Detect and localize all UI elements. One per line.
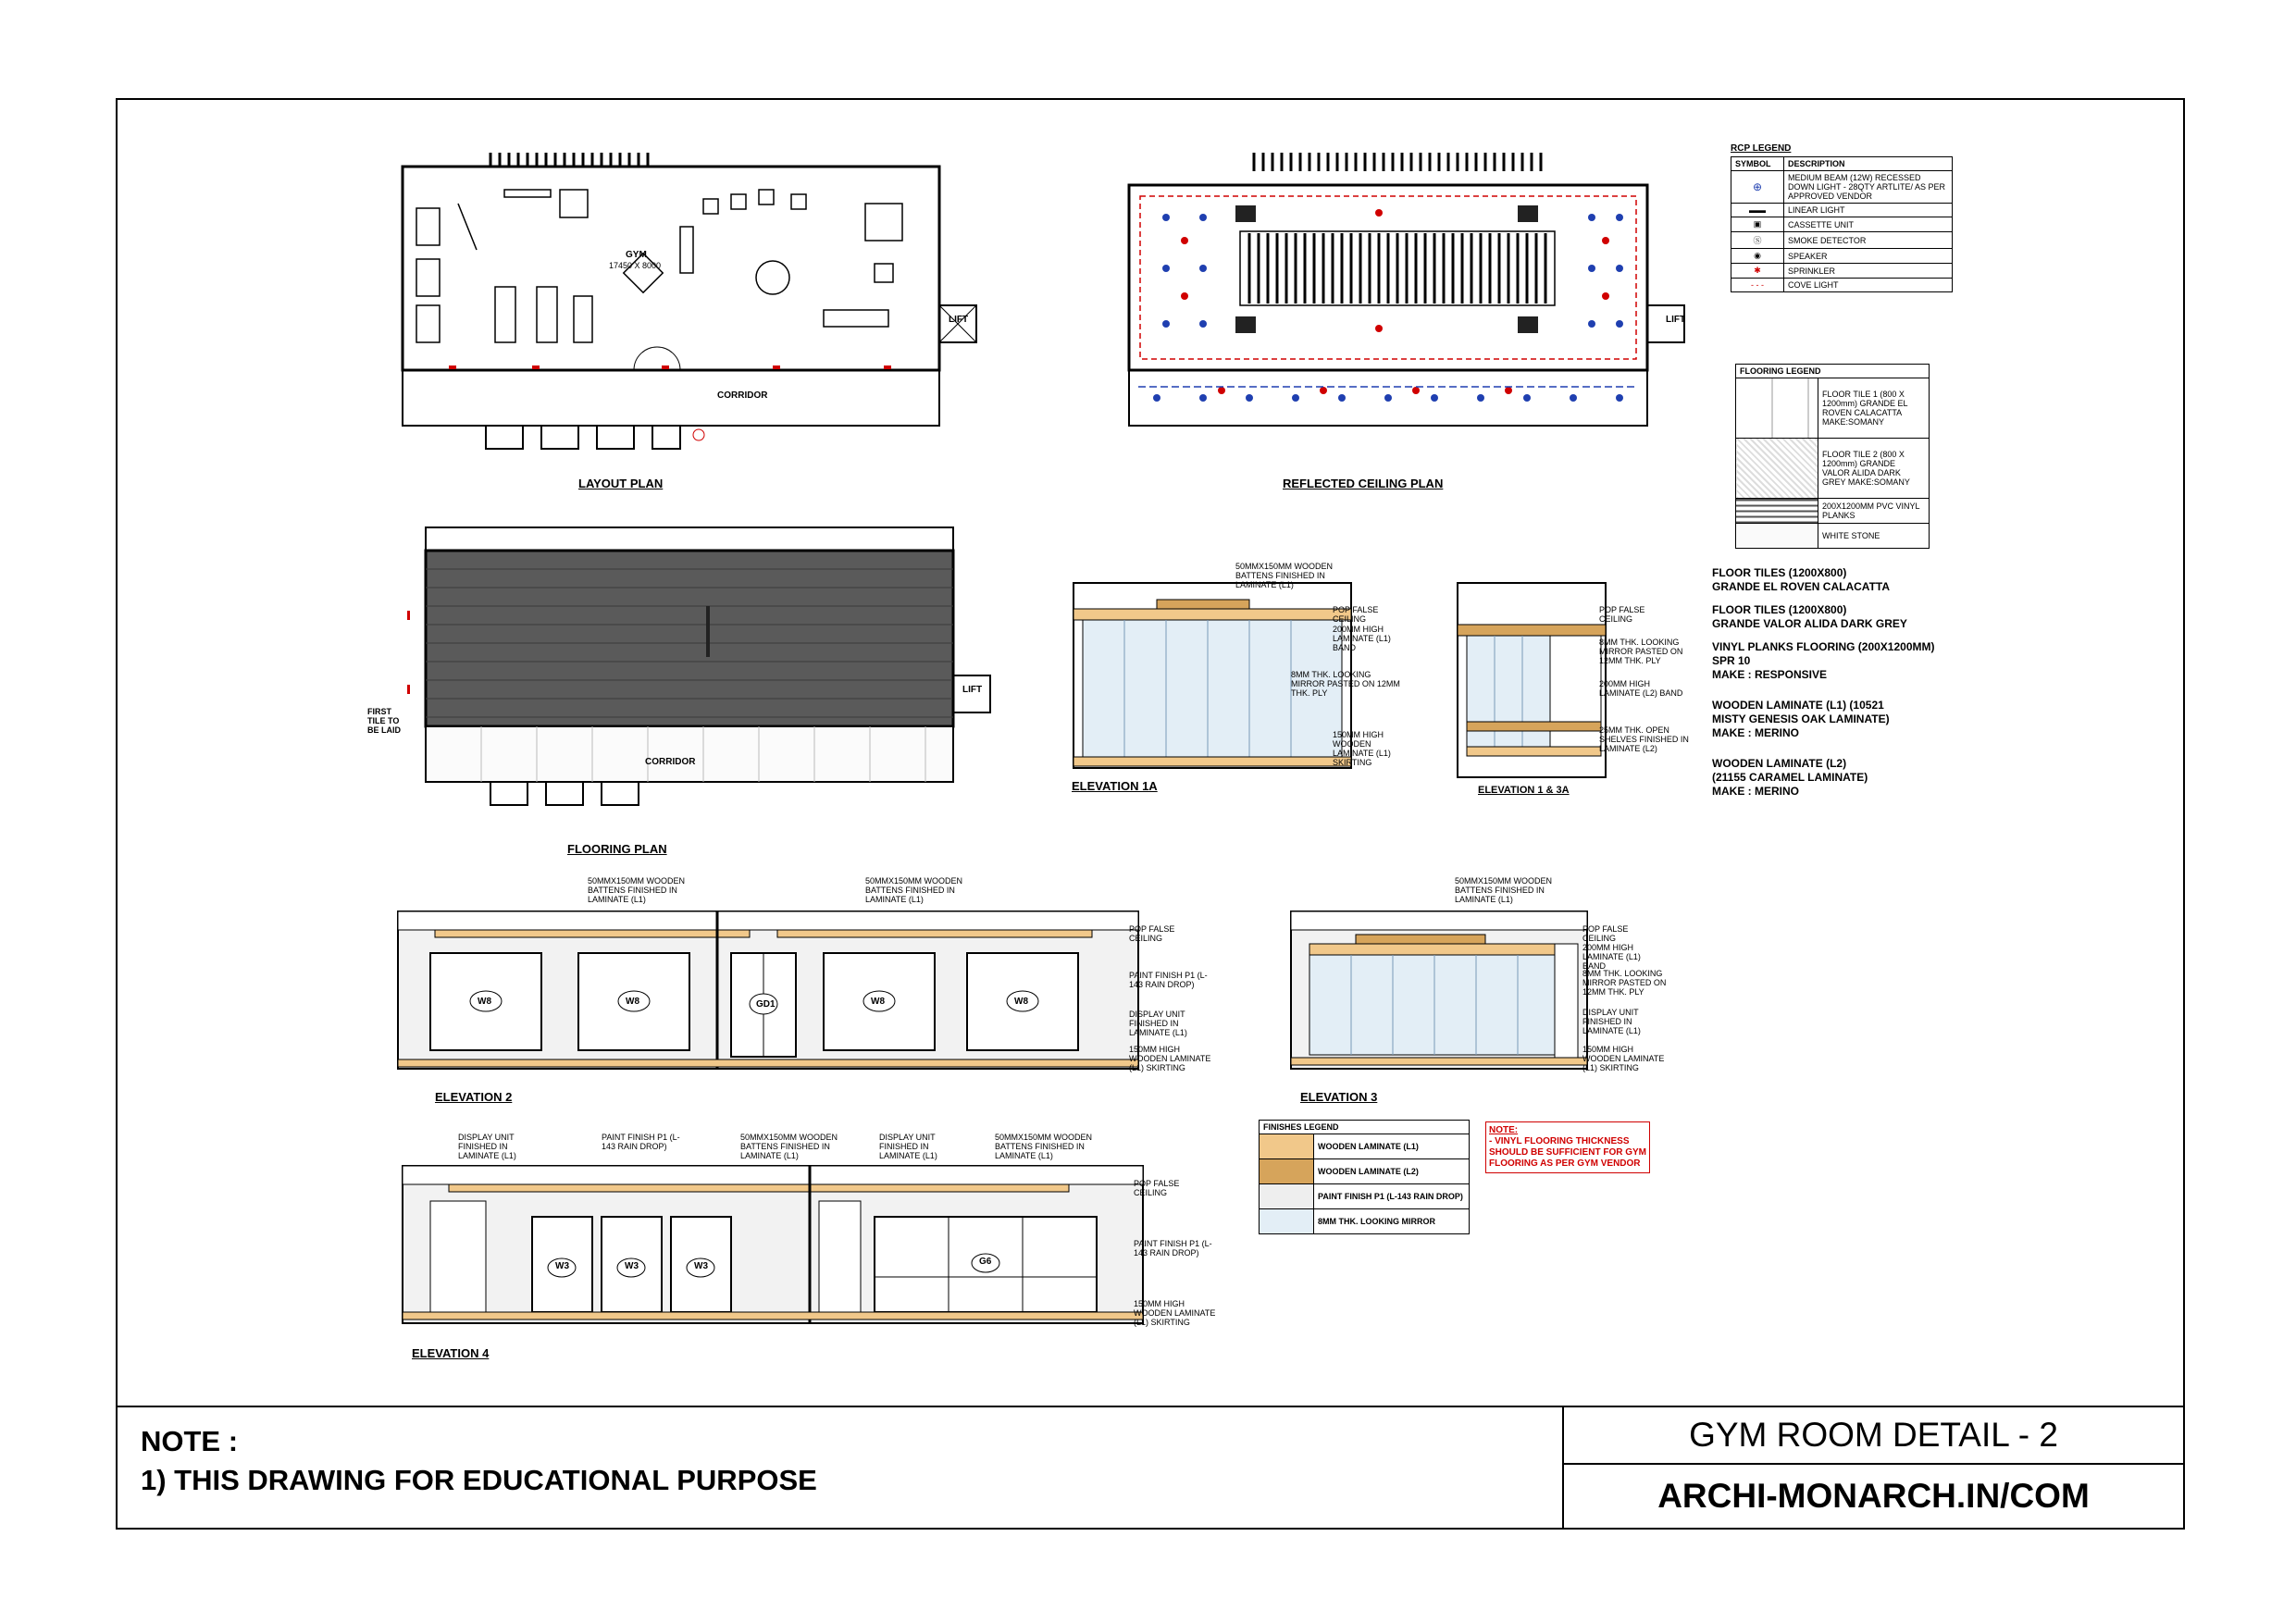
elev3-band-note: 200MM HIGH LAMINATE (L1) BAND	[1582, 943, 1641, 971]
elev4-display-note: DISPLAY UNIT FINISHED IN LAMINATE (L1)	[458, 1133, 516, 1160]
elev4-display-note: DISPLAY UNIT FINISHED IN LAMINATE (L1)	[879, 1133, 937, 1160]
material-specs	[1712, 566, 1935, 799]
spec-item: FLOOR TILES (1200X800) GRANDE VALOR ALIDA DARK GREY	[1712, 603, 1907, 630]
floor-tile-2-swatch	[1736, 439, 1818, 499]
finishes-legend-item: WOODEN LAMINATE (L2)	[1314, 1159, 1470, 1184]
gd1-tag: GD1	[756, 999, 776, 1010]
smoke-detector-icon: Ⓢ	[1753, 236, 1762, 245]
title-block-divider	[116, 1406, 2185, 1407]
elevation-4-drawing	[393, 1157, 1161, 1342]
lift-label-rcp: LIFT	[1666, 315, 1686, 325]
white-stone-swatch	[1736, 524, 1818, 549]
w3-tag: W3	[625, 1261, 639, 1271]
elevation-2-caption: ELEVATION 2	[435, 1090, 513, 1104]
linear-light-icon: ▬▬	[1749, 205, 1766, 215]
sprinkler-icon: ✱	[1754, 266, 1761, 275]
elevation-1-3a-caption: ELEVATION 1 & 3A	[1478, 785, 1570, 796]
flooring-legend-item: FLOOR TILE 1 (800 X 1200mm) GRANDE EL ROVEN CALACATTA MAKE:SOMANY	[1818, 378, 1930, 439]
rcp-legend-col-symbol: SYMBOL	[1731, 157, 1784, 171]
flooring-plan-drawing	[389, 518, 1018, 851]
floor-tile-1-swatch	[1736, 378, 1818, 439]
layout-plan-caption: LAYOUT PLAN	[578, 477, 664, 490]
w8-tag: W8	[871, 997, 885, 1007]
corridor-label: CORRIDOR	[717, 390, 768, 401]
flooring-plan-caption: FLOORING PLAN	[567, 842, 667, 856]
mirror-swatch	[1260, 1209, 1314, 1234]
elev13a-mirror-note: 8MM THK. LOOKING MIRROR PASTED ON 12MM THK. PLY	[1599, 638, 1683, 665]
elev3-pop-note: POP FALSE CEILING	[1582, 924, 1629, 943]
elevation-1-3a-drawing	[1448, 574, 1615, 787]
rcp-legend-desc: CASSETTE UNIT	[1784, 217, 1953, 232]
lift-label-floor: LIFT	[962, 685, 983, 695]
g6-tag: G6	[979, 1257, 992, 1267]
elev2-paint-note: PAINT FINISH P1 (L-143 RAIN DROP)	[1129, 971, 1208, 989]
w3-tag: W3	[555, 1261, 569, 1271]
elev3-display-note: DISPLAY UNIT FINISHED IN LAMINATE (L1)	[1582, 1008, 1641, 1035]
cove-light-icon: - - -	[1751, 280, 1764, 290]
elev2-skirting-note: 150MM HIGH WOODEN LAMINATE (L1) SKIRTING	[1129, 1045, 1211, 1072]
first-tile-label: FIRST TILE TO BE LAID	[367, 707, 401, 735]
layout-plan-drawing	[384, 148, 1004, 481]
rcp-legend	[1731, 143, 1953, 292]
elev4-pop-note: POP FALSE CEILING	[1134, 1179, 1180, 1197]
elev1a-skirting-note: 150MM HIGH WOODEN LAMINATE (L1) SKIRTING	[1333, 730, 1391, 767]
spec-item: FLOOR TILES (1200X800) GRANDE EL ROVEN CALACATTA	[1712, 566, 1890, 593]
finishes-legend-item: WOODEN LAMINATE (L1)	[1314, 1134, 1470, 1159]
flooring-legend-item: WHITE STONE	[1818, 524, 1930, 549]
rcp-drawing	[1101, 148, 1712, 481]
rcp-legend-desc: SMOKE DETECTOR	[1784, 232, 1953, 249]
elevation-1a-caption: ELEVATION 1A	[1072, 779, 1158, 793]
elev13a-pop-note: POP FALSE CEILING	[1599, 605, 1645, 624]
finishes-legend	[1259, 1120, 1470, 1234]
finishes-legend-title: FINISHES LEGEND	[1260, 1121, 1470, 1134]
elevation-3-caption: ELEVATION 3	[1300, 1090, 1378, 1104]
elev3-battens-note: 50MMX150MM WOODEN BATTENS FINISHED IN LAMINATE (L1)	[1455, 876, 1553, 904]
elev2-pop-note: POP FALSE CEILING	[1129, 924, 1175, 943]
finishes-legend-item: 8MM THK. LOOKING MIRROR	[1314, 1209, 1470, 1234]
w8-tag: W8	[478, 997, 491, 1007]
w3-tag: W3	[694, 1261, 708, 1271]
vinyl-note-title: NOTE:	[1489, 1125, 1519, 1135]
elev2-display-note: DISPLAY UNIT FINISHED IN LAMINATE (L1)	[1129, 1010, 1187, 1037]
rcp-legend-desc: COVE LIGHT	[1784, 279, 1953, 292]
spec-item: WOODEN LAMINATE (L2) (21155 CARAMEL LAMINATE) MAKE : MERINO	[1712, 757, 1868, 798]
elev1a-band-note: 200MM HIGH LAMINATE (L1) BAND	[1333, 625, 1391, 652]
brand-text: ARCHI-MONARCH.IN/COM	[1657, 1477, 2090, 1515]
note-line-1: 1) THIS DRAWING FOR EDUCATIONAL PURPOSE	[141, 1464, 817, 1496]
lift-label-layout: LIFT	[949, 315, 969, 325]
elevation-2-drawing	[389, 902, 1157, 1087]
sheet-title: GYM ROOM DETAIL - 2	[1689, 1416, 2058, 1454]
elev2-battens-note: 50MMX150MM WOODEN BATTENS FINISHED IN LAMINATE (L1)	[588, 876, 686, 904]
rcp-legend-col-desc: DESCRIPTION	[1784, 157, 1953, 171]
vinyl-note-text: - VINYL FLOORING THICKNESS SHOULD BE SUFFICIENT FOR GYM FLOORING AS PER GYM VENDOR	[1489, 1136, 1646, 1169]
w8-tag: W8	[626, 997, 639, 1007]
rcp-caption: REFLECTED CEILING PLAN	[1283, 477, 1444, 490]
rcp-legend-desc: SPRINKLER	[1784, 264, 1953, 279]
gym-size-label: 17450 X 8000	[609, 261, 662, 270]
speaker-icon: ◉	[1754, 251, 1761, 260]
rcp-legend-desc: SPEAKER	[1784, 249, 1953, 264]
w8-tag: W8	[1014, 997, 1028, 1007]
elevation-4-caption: ELEVATION 4	[412, 1346, 490, 1360]
gym-room-label: GYM	[626, 250, 647, 260]
elev1a-pop-note: POP FALSE CEILING	[1333, 605, 1379, 624]
elevation-3-drawing	[1282, 902, 1601, 1087]
elev2-battens-note: 50MMX150MM WOODEN BATTENS FINISHED IN LAMINATE (L1)	[865, 876, 963, 904]
elev3-skirting-note: 150MM HIGH WOODEN LAMINATE (L1) SKIRTING	[1582, 1045, 1665, 1072]
laminate-l2-swatch	[1260, 1159, 1314, 1184]
elev4-paint-note: PAINT FINISH P1 (L-143 RAIN DROP)	[602, 1133, 680, 1151]
spec-item: VINYL PLANKS FLOORING (200X1200MM) SPR 10 MAKE : RESPONSIVE	[1712, 640, 1935, 681]
rcp-legend-title: RCP LEGEND	[1731, 143, 1792, 154]
flooring-legend-item: 200X1200MM PVC VINYL PLANKS	[1818, 499, 1930, 524]
corridor-floor-label: CORRIDOR	[645, 757, 696, 767]
elev1a-mirror-note: 8MM THK. LOOKING MIRROR PASTED ON 12MM THK. PLY	[1291, 670, 1400, 698]
elev13a-shelves-note: 25MM THK. OPEN SHELVES FINISHED IN LAMINATE (L2)	[1599, 725, 1689, 753]
elev3-mirror-note: 8MM THK. LOOKING MIRROR PASTED ON 12MM THK. PLY	[1582, 969, 1667, 997]
downlight-icon: ⊕	[1752, 180, 1763, 193]
flooring-legend-item: FLOOR TILE 2 (800 X 1200mm) GRANDE VALOR ALIDA DARK GREY MAKE:SOMANY	[1818, 439, 1930, 499]
elev4-battens-note: 50MMX150MM WOODEN BATTENS FINISHED IN LAMINATE (L1)	[995, 1133, 1093, 1160]
elev4-battens-note: 50MMX150MM WOODEN BATTENS FINISHED IN LAMINATE (L1)	[740, 1133, 838, 1160]
note-title: NOTE :	[141, 1425, 239, 1457]
elev4-skirting-note: 150MM HIGH WOODEN LAMINATE (L1) SKIRTING	[1134, 1299, 1216, 1327]
rcp-legend-desc: LINEAR LIGHT	[1784, 204, 1953, 217]
elev4-paint-note: PAINT FINISH P1 (L-143 RAIN DROP)	[1134, 1239, 1212, 1258]
vinyl-swatch	[1736, 499, 1818, 524]
flooring-legend-title: FLOORING LEGEND	[1736, 365, 1930, 378]
finishes-legend-item: PAINT FINISH P1 (L-143 RAIN DROP)	[1314, 1184, 1470, 1209]
flooring-legend	[1735, 364, 1930, 549]
paint-swatch	[1260, 1184, 1314, 1209]
elev13a-band-note: 200MM HIGH LAMINATE (L2) BAND	[1599, 679, 1683, 698]
vinyl-note-box	[1485, 1121, 1650, 1173]
elev1a-battens-note: 50MMX150MM WOODEN BATTENS FINISHED IN LAMINATE (L1)	[1235, 562, 1334, 589]
cassette-icon: ▣	[1753, 219, 1762, 229]
laminate-l1-swatch	[1260, 1134, 1314, 1159]
rcp-legend-desc: MEDIUM BEAM (12W) RECESSED DOWN LIGHT - 28QTY ARTLITE/ AS PER APPROVED VENDOR	[1784, 171, 1953, 204]
spec-item: WOODEN LAMINATE (L1) (10521 MISTY GENESIS OAK LAMINATE) MAKE : MERINO	[1712, 699, 1890, 739]
title-block-mid-divider	[1562, 1463, 2185, 1465]
